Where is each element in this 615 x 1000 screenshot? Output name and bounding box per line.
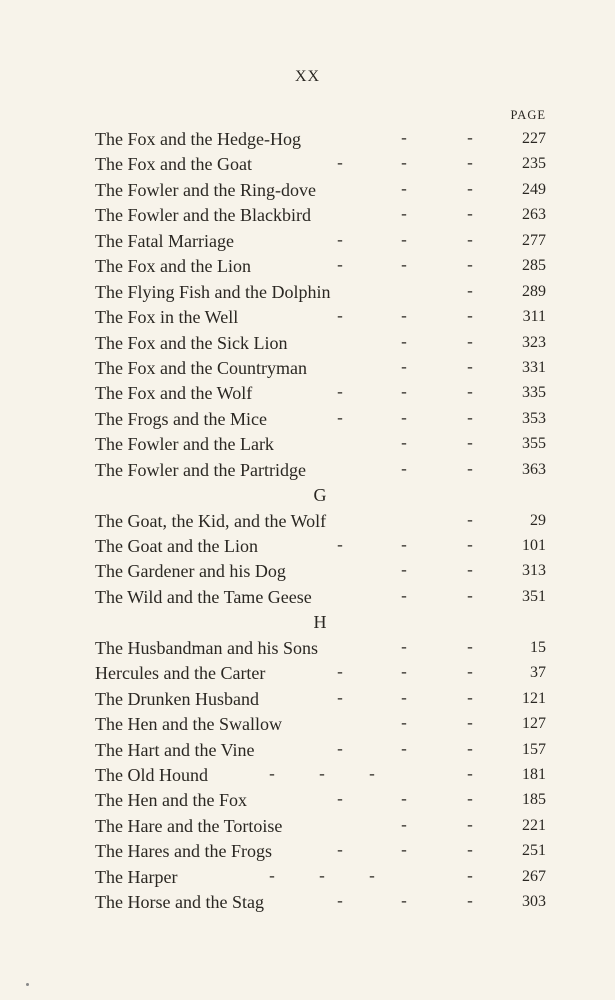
toc-entry-page: 29 <box>530 511 546 529</box>
toc-entry <box>0 254 615 279</box>
toc-entry-page: 351 <box>522 587 546 605</box>
toc-entry-title: The Gardener and his Dog <box>95 561 286 582</box>
toc-entry-title: The Wild and the Tame Geese <box>95 586 312 607</box>
leader-dash: - <box>467 458 473 478</box>
toc-entry <box>0 661 615 686</box>
leader-dash: - <box>467 636 473 656</box>
leader-dash: - <box>401 840 407 860</box>
toc-entry-page: 221 <box>522 816 546 834</box>
leader-dash: - <box>337 153 343 173</box>
toc-entry-page: 289 <box>522 282 546 300</box>
leader-dash: - <box>401 153 407 173</box>
leader-dash: - <box>401 814 407 834</box>
toc-entry-page: 121 <box>522 689 546 707</box>
leader-dash: - <box>401 738 407 758</box>
toc-entry <box>0 712 615 737</box>
leader-dash: - <box>337 891 343 911</box>
toc-entry-page: 235 <box>522 155 546 173</box>
toc-entry-title: The Fox and the Wolf <box>95 383 253 404</box>
toc-entry-title: The Hart and the Vine <box>95 739 255 760</box>
toc-entry-page: 335 <box>522 384 546 402</box>
section-letter-row <box>0 610 615 635</box>
leader-dash: - <box>401 636 407 656</box>
leader-dash: - <box>319 865 325 885</box>
leader-dash: - <box>337 306 343 326</box>
toc-entry-title: The Old Hound <box>95 764 208 785</box>
toc-entry-title: Hercules and the Carter <box>95 663 266 684</box>
leader-dash: - <box>467 255 473 275</box>
toc-entry <box>0 229 615 254</box>
leader-dash: - <box>467 280 473 300</box>
leader-dash: - <box>269 763 275 783</box>
leader-dash: - <box>467 306 473 326</box>
leader-dash: - <box>467 585 473 605</box>
leader-dash: - <box>467 331 473 351</box>
toc-entry <box>0 432 615 457</box>
toc-entry-title: The Husbandman and his Sons <box>95 637 318 658</box>
scan-speck <box>26 983 29 986</box>
toc-entry-page: 263 <box>522 206 546 224</box>
toc-entry-page: 101 <box>522 537 546 554</box>
toc-entry-page: 313 <box>522 562 546 580</box>
leader-dash: - <box>369 763 375 783</box>
leader-dash: - <box>401 356 407 376</box>
leader-dash: - <box>401 560 407 580</box>
leader-dash: - <box>269 865 275 885</box>
toc-entry-page: 127 <box>522 715 546 733</box>
leader-dash: - <box>467 662 473 682</box>
leader-dash: - <box>467 535 473 554</box>
leader-dash: - <box>401 204 407 224</box>
toc-entry <box>0 559 615 584</box>
leader-dash: - <box>401 433 407 453</box>
section-letter: G <box>313 485 327 506</box>
toc-entry-title: The Hare and the Tortoise <box>95 815 283 836</box>
toc-entry <box>0 814 615 839</box>
toc-entry <box>0 331 615 356</box>
leader-dash: - <box>401 331 407 351</box>
toc-entry <box>0 509 615 534</box>
toc-entry-page: 185 <box>522 791 546 809</box>
leader-dash: - <box>467 128 473 147</box>
toc-entry-title: The Frogs and the Mice <box>95 408 267 429</box>
toc-entry-page: 37 <box>530 664 546 682</box>
toc-entry <box>0 458 615 483</box>
toc-entry-title: The Hen and the Fox <box>95 790 247 811</box>
toc-entry-title: The Fox and the Countryman <box>95 357 307 378</box>
toc-entry-page: 249 <box>522 180 546 198</box>
leader-dash: - <box>467 153 473 173</box>
section-letter-row <box>0 483 615 508</box>
toc-entry-page: 227 <box>522 130 546 147</box>
toc-entry <box>0 763 615 788</box>
toc-entry <box>0 788 615 813</box>
leader-dash: - <box>401 789 407 809</box>
leader-dash: - <box>401 255 407 275</box>
leader-dash: - <box>401 535 407 554</box>
toc-entry <box>0 178 615 203</box>
leader-dash: - <box>337 255 343 275</box>
leader-dash: - <box>467 865 473 885</box>
leader-dash: - <box>337 687 343 707</box>
toc-entry-page: 311 <box>522 308 546 326</box>
leader-dash: - <box>401 407 407 427</box>
leader-dash: - <box>319 763 325 783</box>
toc-entry-page: 285 <box>522 257 546 275</box>
toc-entry-page: 363 <box>522 460 546 478</box>
leader-dash: - <box>401 306 407 326</box>
leader-dash: - <box>467 789 473 809</box>
leader-dash: - <box>467 356 473 376</box>
leader-dash: - <box>467 560 473 580</box>
leader-dash: - <box>401 229 407 249</box>
leader-dash: - <box>467 407 473 427</box>
leader-dash: - <box>401 178 407 198</box>
toc-entry <box>0 127 615 152</box>
toc-entry-title: The Fowler and the Blackbird <box>95 205 311 226</box>
toc-entry-title: The Fox and the Hedge-Hog <box>95 129 301 149</box>
toc-entry <box>0 636 615 661</box>
leader-dash: - <box>467 229 473 249</box>
leader-dash: - <box>337 229 343 249</box>
leader-dash: - <box>401 382 407 402</box>
leader-dash: - <box>401 585 407 605</box>
leader-dash: - <box>337 738 343 758</box>
leader-dash: - <box>401 458 407 478</box>
toc-entry <box>0 305 615 330</box>
leader-dash: - <box>369 865 375 885</box>
leader-dash: - <box>467 433 473 453</box>
toc-entry-title: The Harper <box>95 866 178 887</box>
toc-entry-page: 355 <box>522 435 546 453</box>
toc-entry-page: 277 <box>522 231 546 249</box>
toc-entry-page: 303 <box>522 893 546 911</box>
toc-entry <box>0 152 615 177</box>
toc-entry <box>0 865 615 890</box>
leader-dash: - <box>337 840 343 860</box>
leader-dash: - <box>467 763 473 783</box>
toc-entry-page: 15 <box>530 638 546 656</box>
toc-entry-title: The Goat, the Kid, and the Wolf <box>95 510 327 531</box>
toc-entry-title: The Drunken Husband <box>95 688 259 709</box>
toc-entry-title: The Goat and the Lion <box>95 536 258 556</box>
leader-dash: - <box>467 178 473 198</box>
toc-entry-title: The Fowler and the Lark <box>95 434 274 455</box>
toc-entry-title: The Horse and the Stag <box>95 892 264 913</box>
toc-entry-title: The Fatal Marriage <box>95 230 234 251</box>
toc-entry-title: The Hen and the Swallow <box>95 714 282 735</box>
leader-dash: - <box>467 509 473 529</box>
toc-entry-page: 251 <box>522 842 546 860</box>
leader-dash: - <box>467 713 473 733</box>
leader-dash: - <box>467 687 473 707</box>
toc-entry-title: The Fox and the Lion <box>95 256 251 277</box>
leader-dash: - <box>401 128 407 147</box>
toc-entry-title: The Flying Fish and the Dolphin <box>95 281 331 302</box>
toc-entry <box>0 407 615 432</box>
leader-dash: - <box>337 789 343 809</box>
toc-entry-title: The Fox in the Well <box>95 307 239 328</box>
leader-dash: - <box>337 662 343 682</box>
leader-dash: - <box>467 738 473 758</box>
toc-entry <box>0 381 615 406</box>
toc-entry-title: The Hares and the Frogs <box>95 841 272 862</box>
table-of-contents <box>0 127 615 916</box>
leader-dash: - <box>401 891 407 911</box>
leader-dash: - <box>467 204 473 224</box>
toc-entry-title: The Fowler and the Ring-dove <box>95 179 316 200</box>
leader-dash: - <box>401 687 407 707</box>
toc-entry-page: 181 <box>522 765 546 783</box>
toc-entry <box>0 687 615 712</box>
page-column-label: PAGE <box>510 108 546 122</box>
toc-entry <box>0 280 615 305</box>
toc-entry-page: 353 <box>522 409 546 427</box>
leader-dash: - <box>467 382 473 402</box>
leader-dash: - <box>467 840 473 860</box>
toc-entry <box>0 356 615 381</box>
toc-entry <box>0 585 615 610</box>
leader-dash: - <box>467 814 473 834</box>
toc-entry <box>0 890 615 915</box>
leader-dash: - <box>337 407 343 427</box>
toc-entry-page: 267 <box>522 867 546 885</box>
toc-entry-page: 331 <box>522 358 546 376</box>
toc-entry-title: The Fowler and the Partridge <box>95 459 306 480</box>
toc-entry-page: 157 <box>522 740 546 758</box>
toc-entry-title: The Fox and the Goat <box>95 154 252 175</box>
page-number: XX <box>294 68 321 85</box>
leader-dash: - <box>337 382 343 402</box>
toc-entry-page: 323 <box>522 333 546 351</box>
toc-entry <box>0 738 615 763</box>
leader-dash: - <box>337 535 343 554</box>
toc-entry <box>0 839 615 864</box>
leader-dash: - <box>401 662 407 682</box>
leader-dash: - <box>467 891 473 911</box>
toc-entry <box>0 203 615 228</box>
toc-entry <box>0 534 615 559</box>
toc-entry-title: The Fox and the Sick Lion <box>95 332 288 353</box>
section-letter: H <box>313 612 327 633</box>
leader-dash: - <box>401 713 407 733</box>
